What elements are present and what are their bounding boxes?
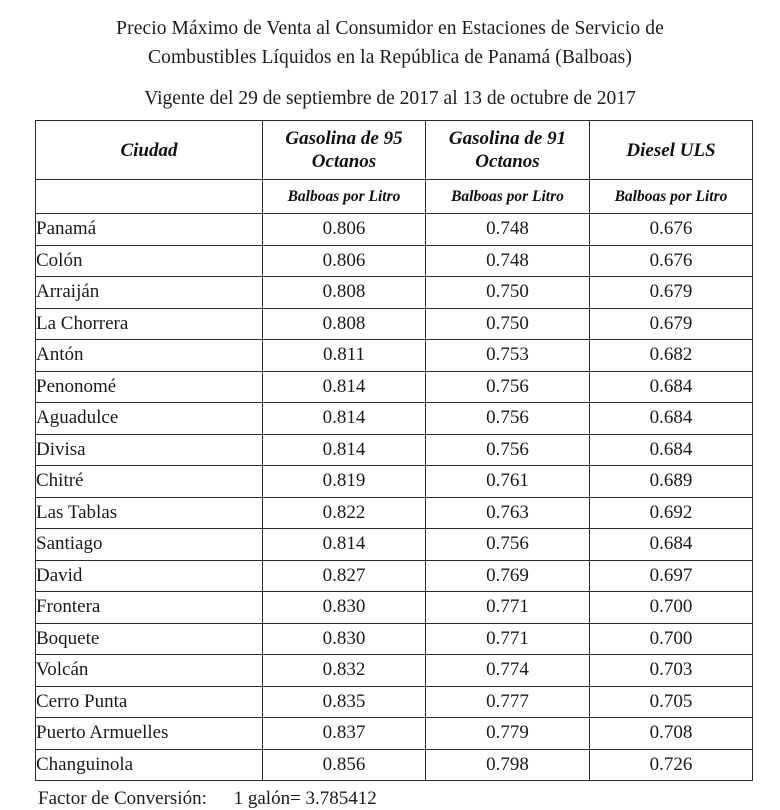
cell-gasoline-95: 0.822 [263, 497, 426, 529]
cell-gasoline-91: 0.756 [426, 434, 590, 466]
cell-gasoline-95: 0.830 [263, 592, 426, 624]
cell-diesel: 0.692 [590, 497, 753, 529]
table-row [36, 340, 753, 372]
table-row [36, 497, 753, 529]
cell-gasoline-91: 0.798 [426, 749, 590, 781]
cell-gasoline-91: 0.769 [426, 560, 590, 592]
table-body [36, 214, 753, 781]
cell-gasoline-95: 0.806 [263, 214, 426, 246]
table-row [36, 308, 753, 340]
table-header-row [36, 121, 753, 180]
validity-period-subtitle: Vigente del 29 de septiembre de 2017 al 13 de octubre de 2017 [144, 88, 636, 109]
column-header-gasoline-91: Gasolina de 91 Octanos [426, 121, 590, 180]
cell-diesel: 0.708 [590, 718, 753, 750]
table-row [36, 434, 753, 466]
cell-gasoline-95: 0.808 [263, 308, 426, 340]
cell-diesel: 0.676 [590, 245, 753, 277]
cell-gasoline-95: 0.806 [263, 245, 426, 277]
unit-cell-diesel: Balboas por Litro [590, 180, 753, 214]
cell-diesel: 0.679 [590, 277, 753, 309]
cell-city: Changuinola [36, 749, 263, 781]
document-title [0, 0, 780, 72]
table-row [36, 277, 753, 309]
cell-city: Aguadulce [36, 403, 263, 435]
cell-gasoline-91: 0.756 [426, 403, 590, 435]
cell-gasoline-91: 0.771 [426, 623, 590, 655]
cell-diesel: 0.705 [590, 686, 753, 718]
cell-gasoline-95: 0.827 [263, 560, 426, 592]
cell-gasoline-91: 0.753 [426, 340, 590, 372]
cell-city: Boquete [36, 623, 263, 655]
cell-gasoline-91: 0.779 [426, 718, 590, 750]
fuel-price-table [35, 120, 753, 781]
cell-gasoline-95: 0.808 [263, 277, 426, 309]
cell-gasoline-91: 0.748 [426, 214, 590, 246]
cell-diesel: 0.682 [590, 340, 753, 372]
cell-city: Frontera [36, 592, 263, 624]
cell-gasoline-91: 0.756 [426, 371, 590, 403]
cell-gasoline-91: 0.761 [426, 466, 590, 498]
cell-gasoline-91: 0.763 [426, 497, 590, 529]
cell-city: Puerto Armuelles [36, 718, 263, 750]
cell-diesel: 0.684 [590, 434, 753, 466]
cell-gasoline-91: 0.774 [426, 655, 590, 687]
table-row [36, 214, 753, 246]
cell-city: Penonomé [36, 371, 263, 403]
cell-diesel: 0.676 [590, 214, 753, 246]
cell-gasoline-95: 0.814 [263, 403, 426, 435]
title-line-2: Combustibles Líquidos en la República de Panamá (Balboas) [148, 47, 632, 68]
cell-city: Cerro Punta [36, 686, 263, 718]
cell-gasoline-95: 0.814 [263, 529, 426, 561]
cell-diesel: 0.697 [590, 560, 753, 592]
cell-gasoline-91: 0.756 [426, 529, 590, 561]
table-row [36, 592, 753, 624]
cell-city: David [36, 560, 263, 592]
cell-city: Chitré [36, 466, 263, 498]
unit-cell-gasoline-95: Balboas por Litro [263, 180, 426, 214]
cell-diesel: 0.684 [590, 403, 753, 435]
cell-diesel: 0.700 [590, 623, 753, 655]
cell-diesel: 0.689 [590, 466, 753, 498]
cell-gasoline-91: 0.771 [426, 592, 590, 624]
cell-gasoline-95: 0.819 [263, 466, 426, 498]
cell-gasoline-95: 0.837 [263, 718, 426, 750]
cell-gasoline-91: 0.748 [426, 245, 590, 277]
cell-diesel: 0.679 [590, 308, 753, 340]
table-row [36, 529, 753, 561]
cell-city: Santiago [36, 529, 263, 561]
cell-diesel: 0.726 [590, 749, 753, 781]
cell-city: Colón [36, 245, 263, 277]
table-row [36, 371, 753, 403]
table-row [36, 749, 753, 781]
table-row [36, 245, 753, 277]
cell-gasoline-91: 0.750 [426, 308, 590, 340]
table-row [36, 560, 753, 592]
cell-city: Divisa [36, 434, 263, 466]
cell-gasoline-95: 0.814 [263, 371, 426, 403]
cell-gasoline-91: 0.777 [426, 686, 590, 718]
unit-cell-gasoline-91: Balboas por Litro [426, 180, 590, 214]
table-row [36, 655, 753, 687]
table-row [36, 718, 753, 750]
table-header [36, 121, 753, 214]
table-row [36, 623, 753, 655]
cell-gasoline-95: 0.830 [263, 623, 426, 655]
column-header-gasoline-95: Gasolina de 95 Octanos [263, 121, 426, 180]
conversion-factor-value: 1 galón= 3.785412 [233, 788, 377, 809]
cell-city: Panamá [36, 214, 263, 246]
cell-city: Arraiján [36, 277, 263, 309]
cell-gasoline-91: 0.750 [426, 277, 590, 309]
column-header-city: Ciudad [36, 121, 263, 180]
cell-city: Las Tablas [36, 497, 263, 529]
cell-city: Antón [36, 340, 263, 372]
cell-gasoline-95: 0.835 [263, 686, 426, 718]
column-header-diesel: Diesel ULS [590, 121, 753, 180]
table-row [36, 403, 753, 435]
cell-gasoline-95: 0.832 [263, 655, 426, 687]
table-row [36, 466, 753, 498]
table-row [36, 686, 753, 718]
title-line-1: Precio Máximo de Venta al Consumidor en Estaciones de Servicio de [116, 18, 664, 39]
conversion-factor-label: Factor de Conversión: [38, 788, 207, 809]
conversion-factor-note [38, 788, 780, 810]
cell-diesel: 0.703 [590, 655, 753, 687]
cell-diesel: 0.684 [590, 529, 753, 561]
cell-gasoline-95: 0.811 [263, 340, 426, 372]
cell-city: Volcán [36, 655, 263, 687]
unit-cell-city [36, 180, 263, 214]
cell-gasoline-95: 0.814 [263, 434, 426, 466]
cell-diesel: 0.684 [590, 371, 753, 403]
table-unit-row [36, 180, 753, 214]
cell-city: La Chorrera [36, 308, 263, 340]
cell-gasoline-95: 0.856 [263, 749, 426, 781]
cell-diesel: 0.700 [590, 592, 753, 624]
